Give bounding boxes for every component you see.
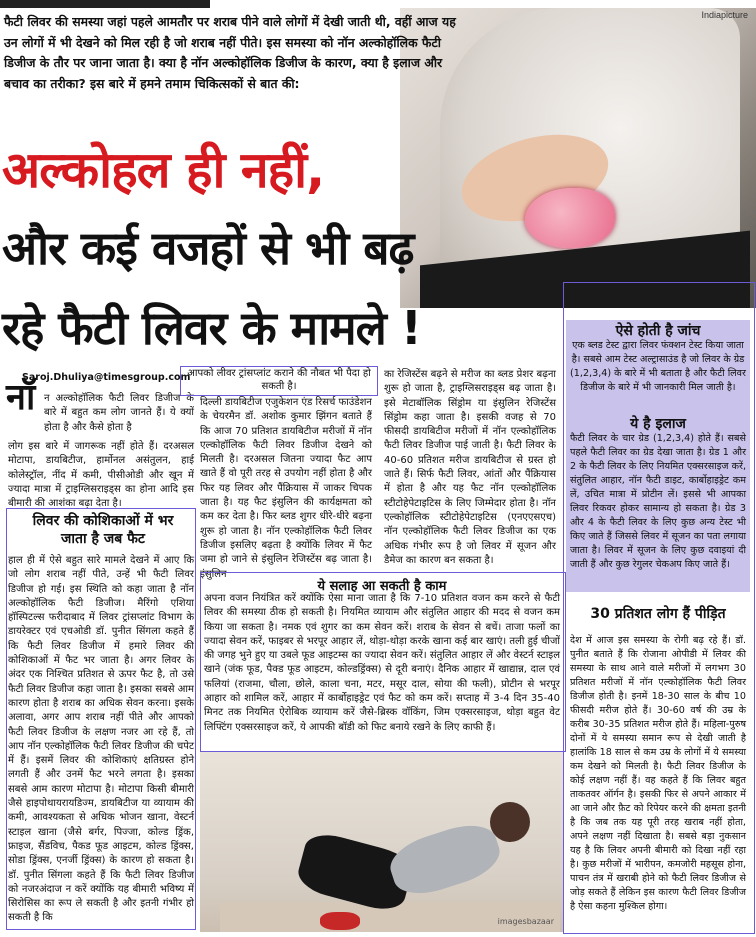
sidebar-title-test: ऐसे होती है जांच xyxy=(615,323,701,339)
column2-body: दिल्ली डायबिटीज एजुकेशन एंड रिसर्च फाउंडेशन के चेयरमैन डॉ. अशोक कुमार झिंगन बताते हैं कि आज 70 प्रतिशत डायबिटीज मरीजों में नॉन एल्कोहॉलिक फैटी लिवर डिजीज देखने को मिलती है। दरअसल जितना ज्यादा फैट आप खाते हैं वो पूरी तरह से उपयोग नहीं होता है और फिर यह लिवर और पैंक्रियास में जाकर चिपक जाता है। यह फैट इंसुलिन की कार्यक्षमता को कम कर देता है। फिर ब्लड शुगर धीरे-धीरे बढ़ना शुरू हो जाता है। नॉन एल्कोहॉलिक फैटी लिवर डिजीज इसलिए बढ़ता है क्योंकि लिवर में फैट जमा हो जाने से इंसुलिन रेजिस्टेंस बढ़ जाता है। इंसुलिन xyxy=(200,397,372,580)
woman-torso xyxy=(384,816,506,902)
exercising-woman xyxy=(300,802,500,912)
advice-body: अपना वजन नियंत्रित करें क्योंकि ऐसा माना जाता है कि 7-10 प्रतिशत वजन कम करने से फैटी लिवर की समस्या ठीक हो सकती है। नियमित व्यायाम और संतुलित आहार की मदद से वजन कम किया जा सकता है। नमक एवं शुगर का कम सेवन करें। शराब के सेवन से बचें। ताजा फलों का ज्यादा सेवन करें, फाइबर से भरपूर आहार लें, थोड़ा-थोड़ा करके खाना कई बार खाएं। तली हुई चीजों की जगह भुने हुए या उबले फूड आइटम्स का ज्यादा सेवन करें। संतुलित आहार लें और वेस्टर्न स्टाइल खाने (जंक फूड, पैक्ड फूड आइटम, कोल्डड्रिंक्स) से दूरी बनाएं। दैनिक आहार में खाद्यान्न, दाल एवं फलियां (राजमा, चौला, छोले, काला चना, मटर, मसूर दाल, सोया की फली), प्रोटीन से भरपूर आहार को शामिल करें, आहार में कार्बोहाइड्रेट एवं फैट को कम करें। सप्ताह में 3-4 दिन 35-40 मिनट तक नियमित ऐरोबिक व्यायाम करें जैसे-ब्रिस्क वॉकिंग, जिम एक्सरसाइज, थोड़ा बहुत वेट लिफ्टिंग एक्सरसाइज करें, ये आपकी बॉडी को फिट बनाये रखने के लिए काफी हैं। xyxy=(204,593,560,733)
masthead-bar xyxy=(0,0,210,8)
sidebar-body-treatment: फैटी लिवर के चार ग्रेड (1,2,3,4) होते हैं। सबसे पहले फैटी लिवर का ग्रेड देखा जाता है। ग्रेड 1 और 2 के फैटी लिवर के लिए नियमित एक्सरसाइज करें, संतुलित आहार, नॉन फैटी डाइट, कार्बोहाइड्रेट कम लें, उचित मात्रा में प्रोटीन लें। इससे भी आपका लिवर रिकवर होकर सामान्य हो सकता है। ग्रेड 3 और 4 के फैटी लिवर के लिए कुछ अन्य टेस्ट भी किए जाते हैं जिससे लिवर में सूजन का पता लगाया जाता है। लिवर में सूजन के लिए कुछ दवाइयां दी जाती हैं और कुछ रेगुलर चेकअप किए जाते हैं। xyxy=(570,433,746,570)
advice-title: ये सलाह आ सकती है काम xyxy=(317,579,447,594)
liver-illustration xyxy=(525,188,615,248)
headline-line3: रहे फैटी लिवर के मामले ! xyxy=(2,301,421,355)
column3-body: का रेजिस्टेंस बढ़ने से मरीज का ब्लड प्रेशर बढ़ना शुरू हो जाता है, ट्राइग्लिसराइड्स बढ़ जाता है। इसे मेटाबॉलिक सिंड्रोम या इंसुलिन रेजिस्टेंस सिंड्रोम कहा जाता है। इसकी वजह से 70 फीसदी डायबिटीज मरीजों में नॉन एल्कोहॉलिक फैटी लिवर डिजीज पाई जाती है। फैटी लिवर के 40-60 प्रतिशत मरीज डायबिटीज से ग्रस्त हो जाते हैं। सिर्फ फैटी लिवर, आंतों और पैंक्रियास में होता है और यह फैट नॉन एल्कोहॉलिक स्टीटोहेपेटाइटिस के लिए जिम्मेदार होता है। नॉन एल्कोहॉलिक स्टीटोहेपेटाइटिस (एनएएसएच) नॉन एल्कोहॉलिक फैटी लिवर डिजीज का एक अधिक गंभीर रूप है जो लिवर में सूजन और डैमेज का कारण बन सकता है। xyxy=(384,369,556,566)
sidebar-body-stats: देश में आज इस समस्या के रोगी बढ़ रहे हैं। डॉ. पुनीत बताते हैं कि रोजाना ओपीडी में लिवर की समस्या के साथ आने वाले मरीजों में लगभग 30 प्रतिशत मरीजों में नॉन एल्कोहॉलिक फैटी लिवर डिजीज होती है। इनमें 18-30 साल के बीच 10 फीसदी मरीज होते हैं। 30-60 वर्ष की उम्र के करीब 30-35 प्रतिशत मरीज होते हैं। महिला-पुरुष दोनों में ये समस्या समान रूप से देखी जाती है हालांकि 18 साल से कम उम्र के लोगों में ये समस्या कम देखने को मिलती है। फैटी लिवर डिजीज के कोई लक्षण नहीं हैं। वह कहते हैं कि लिवर बहुत ताकतवर ऑर्गन है। इसकी फिर से अपने आकार में आ जाने और फ़ैट को रिपेयर करने की क्षमता इतनी है कि जब तक यह पूरी तरह खराब नहीं होता, अपने लक्षण नहीं दिखाता है। सबसे बड़ा नुकसान यह है कि लिवर अपनी बीमारी को दिखा नहीं रहा है। कुछ मरीजों में भारीपन, कमजोरी महसूस होना, पाचन तंत्र में खराबी होने को फैटी लिवर डिजीज से जोड़ सकते हैं लेकिन इस कारण फैटी लिवर डिजीज है ऐसा कहना मुश्किल होगा। xyxy=(570,635,746,912)
column1-lead: न अल्कोहॉलिक फैटी लिवर डिजीज के बारे में बहुत कम लोग जानते हैं। ये क्यों होता है और कैसे होता है xyxy=(44,393,194,433)
photo-brand: imagesbazaar xyxy=(497,917,554,926)
red-shoe xyxy=(320,912,360,930)
photo-credit: Indiapicture xyxy=(701,10,748,20)
intro-text: फैटी लिवर की समस्या जहां पहले आमतौर पर शराब पीने वाले लोगों में देखी जाती थी, वहीं आज यह उन लोगों में भी देखने को मिल रही है जो शराब नहीं पीते। इस समस्या को नॉन अल्कोहॉलिक फैटी डिजीज के तौर पर जाना जाता है। क्या है नॉन अल्कोहॉलिक डिजीज के कारण, क्या है इलाज और बचाव का तरीका? इस बारे में हमने तमाम चिकित्सकों से बात की: xyxy=(4,14,456,91)
headline-line1: अल्कोहल ही नहीं, xyxy=(2,141,325,199)
drop-cap: नॉ xyxy=(6,377,36,418)
pull-quote: आपको लीवर ट्रांसप्लांट कराने की नौबत भी पैदा हो सकती है। xyxy=(180,366,378,396)
sidebar-body-test: एक ब्लड टेस्ट द्वारा लिवर फंक्शन टेस्ट किया जाता है। सबसे आम टेस्ट अल्ट्रासाउंड है जो लिवर के ग्रेड (1,2,3,4) के बारे में भी बताता है और फैटी लिवर डिजीज के बारे में भी जानकारी मिल जाती है। xyxy=(570,340,746,393)
byline: Saroj.Dhuliya@timesgroup.com xyxy=(22,372,191,383)
headline-line2: और कई वजहों से भी बढ़ xyxy=(2,221,414,275)
woman-head xyxy=(490,802,530,842)
column1-body: हाल ही में ऐसे बहुत सारे मामले देखने में आए कि जो लोग शराब नहीं पीते, उन्हें भी फैटी लिवर डिजीज हो गई। इस स्थिति को कहा जाता है नॉन अल्कोहॉलिक फैटी डिजीज। मैरिंगो एशिया हॉस्पिटल्स फरीदाबाद में लिवर ट्रांसप्लांट विभाग के डायरेक्टर एवं एचओडी डॉ. पुनीत सिंगला कहते हैं कि फैटी लिवर डिजीज में हमारे लिवर की कोशिकाओं में फैट भर जाता है। अगर लिवर के अंदर एक निश्चित प्रतिशत से ऊपर फैट है, तो उसे फैटी लिवर डिजीज कहा जाता है। इसका सबसे आम कारण होता है शराब का अधिक सेवन करना। इसके अलावा, अगर आप शराब नहीं पीते और आपको फैटी लिवर डिजीज के लक्षण नजर आ रहे हैं, तो आप नॉन एल्कोहॉलिक फैटी लिवर डिजीज की चपेट में हैं। इसमें लिवर की कोशिकाएं क्षतिग्रस्त होने लगती हैं और उनमें फैट भरने लगता है। इसका सबसे आम कारण मोटापा है। मोटापा किसी बीमारी जैसे हाइपोथायरायडिज्म, डायबिटीज या व्यायाम की कमी, आवश्यकता से अधिक भोजन खाना, वेस्टर्न स्टाइल खाना (जैसे बर्गर, पिज्जा, कोल्ड ड्रिंक, फ्राइज, सैंडविच, पैकड फूड आइटम, कोल्ड ड्रिंक्स, सोडा ड्रिंक्स, एनर्जी ड्रिंक्स) के कारण हो सकता है। डॉ. पुनीत सिंगला कहते हैं कि फैटी लिवर डिजीज को नजरअंदाज न करें क्योंकि यह बीमारी भविष्य में सिरोसिस का रूप ले सकती है और इतनी गंभीर हो सकती है कि xyxy=(8,555,194,924)
column1-para: लोग इस बारे में जागरूक नहीं होते हैं। दरअसल मोटापा, डायबिटीज, हार्मोनल असंतुलन, हाई कोलेस्ट्रॉल, नींद में कमी, पीसीओडी और खून में ज्यादा मात्रा में ट्राइग्लिसराइड्स का होना आदि इस बीमारी की आशंका बढ़ा देता है। xyxy=(8,441,194,510)
sidebar-title-treatment: ये है इलाज xyxy=(630,416,686,432)
exercise-photo xyxy=(200,752,564,932)
sidebar-title-stats: 30 प्रतिशत लोग हैं पीड़ित xyxy=(590,606,726,622)
subheading-fat-cells: लिवर की कोशिकाओं में भर जाता है जब फैट xyxy=(32,513,174,547)
